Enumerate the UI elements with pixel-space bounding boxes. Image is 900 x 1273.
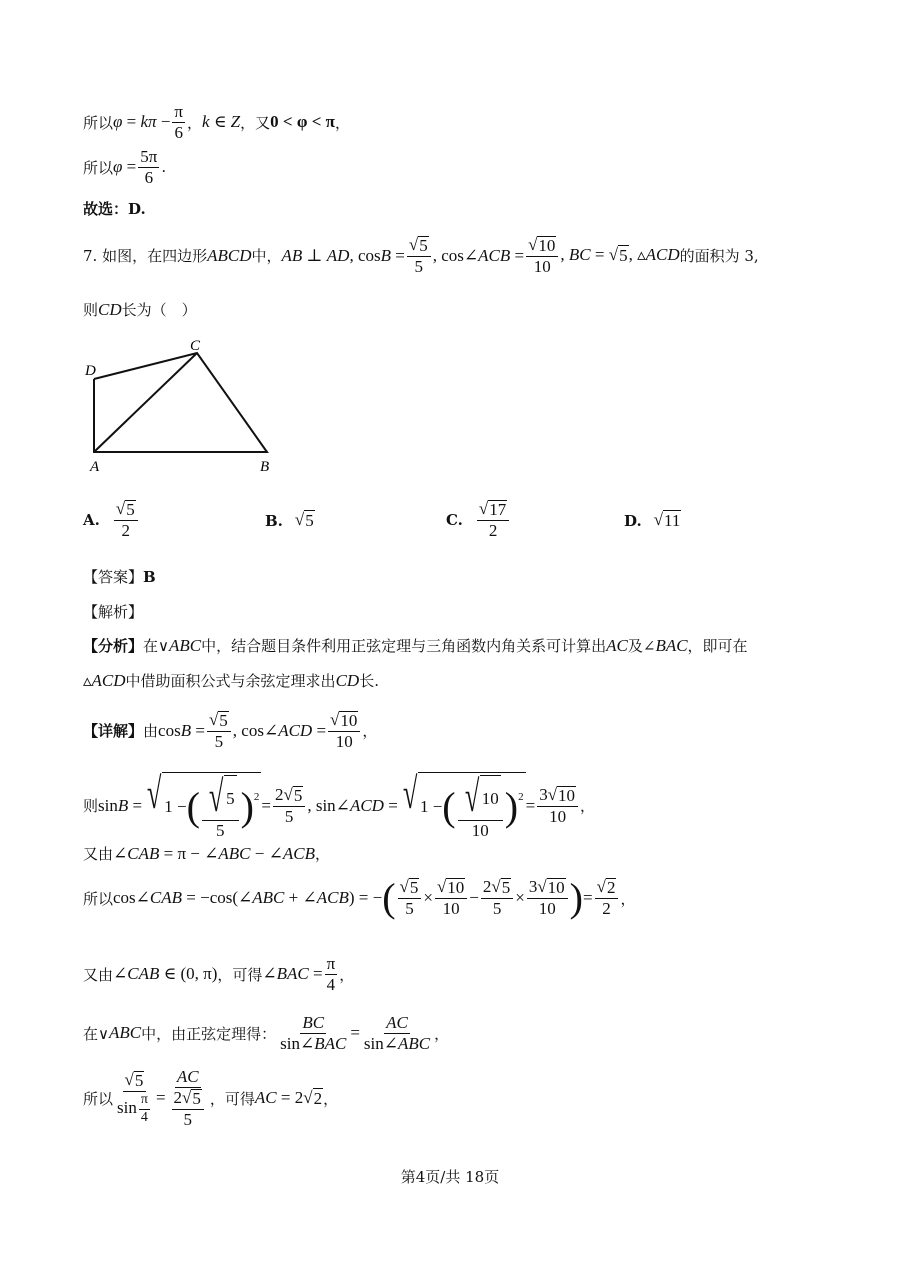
detail-line-4: 所以 cos∠CAB = −cos(∠ABC + ∠ACB) = − ( √ 5 5 × √ 10 10 − 2 √ 5 5 × 3 √ 10 10 ) = √ 2 2 ，: [83, 875, 636, 920]
fenxi-line-1: 【分析】 在∨ ABC 中，结合题目条件利用正弦定理与三角函数内角关系可计算出 AC 及∠ BAC ，即可在: [83, 635, 748, 655]
answer: 【答案】 B: [83, 567, 156, 586]
detail-line-3: 又由 ∠CAB = π − ∠ABC − ∠ACB ，: [83, 843, 330, 863]
detail-line-6: 在∨ ABC 中，由正弦定理得： $\frac{BC}{\text{sin∠BAC}}$ = $\frac{AC}{\text{sin∠ABC}}$ ，: [83, 1013, 450, 1053]
q6-line-2: 所以 φ = $\frac{5\pi}{6}$ .: [83, 147, 167, 187]
q6-choose: 故选：D.: [83, 200, 146, 218]
fenxi-line-2: ▵ACD 中借助面积公式与余弦定理求出 CD 长.: [83, 670, 379, 690]
option-a[interactable]: A. √ 5 2: [83, 500, 140, 540]
q6-line-1: 所以 φ = kπ − $\frac{\pi}{6}$ ， k ∈ Z ， 又 0 < φ < π ，: [83, 102, 350, 142]
label-a: A: [90, 459, 100, 475]
detail-line-5: 又由 ∠CAB ∈ (0, π) ，可得 ∠BAC = $\frac{\pi}{4}$ ，: [83, 954, 355, 994]
option-d[interactable]: D. √ 11: [624, 510, 681, 530]
detail-line-1: 【详解】 由 cosB = √ 5 5 , cos∠ACD = √ 10 10 ，: [83, 710, 378, 751]
option-b[interactable]: B. √ 5: [265, 510, 314, 530]
q7-ask: 则 CD 长为（ ）: [83, 299, 197, 319]
option-c[interactable]: C. √ 17 2: [446, 500, 511, 540]
quadrilateral-figure: [80, 335, 290, 480]
q7-statement: 7. 如图，在四边形 ABCD 中， AB ⊥ AD, cosB = √ 5 5 , cos∠ACB = √ 10 10 , BC = √ 5 , ▵ACD 的面积为 3,: [83, 235, 759, 276]
label-d: D: [85, 363, 96, 379]
label-c: C: [190, 338, 201, 354]
label-b: B: [260, 459, 270, 475]
detail-line-2: 则 sinB = √ 1 − ( √ 5 5 ) 2 = 2 √ 5 5 , sin∠ACD = √ 1 − ( √ 10 10 ) 2 = 3 √ 10 10 ，: [83, 769, 596, 840]
page-footer: 第4页/共 18页: [400, 1168, 500, 1186]
detail-line-7: 所以 √ 5 sin $\frac{\pi}{4}$ = AC 2 √ 5 5 ，可得 AC = 2 √ 2 ，: [83, 1067, 339, 1129]
analysis-tag: 【解析】: [83, 603, 144, 621]
